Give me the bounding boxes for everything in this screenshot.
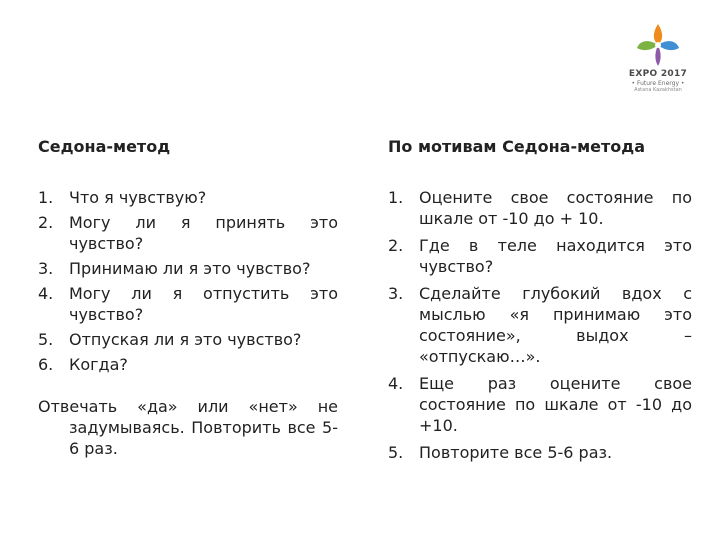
- list-item: [388, 235, 692, 277]
- item-text: Где в теле находится это чувство?: [419, 236, 692, 276]
- list-item: [38, 258, 338, 279]
- item-text: Принимаю ли я это чувство?: [69, 259, 311, 278]
- item-text: Отпуская ли я это чувство?: [69, 330, 302, 349]
- item-text: Могу ли я отпустить это чувство?: [69, 284, 338, 324]
- item-number: 2.: [38, 213, 54, 232]
- item-number: 6.: [38, 355, 54, 374]
- item-text: Повторите все 5-6 раз.: [419, 443, 613, 462]
- item-number: 4.: [38, 284, 54, 303]
- left-steps-list: [38, 187, 338, 375]
- logo-tagline: • Future Energy •: [631, 80, 685, 87]
- list-item: [38, 354, 338, 375]
- item-text: Когда?: [69, 355, 128, 374]
- list-item: [38, 329, 338, 350]
- item-number: 5.: [388, 443, 404, 462]
- right-steps-list: [388, 187, 692, 463]
- item-number: 4.: [388, 374, 404, 393]
- item-number: 3.: [38, 259, 54, 278]
- list-item: [388, 283, 692, 367]
- list-item: [38, 212, 338, 254]
- item-text: Оцените свое состояние по шкале от -10 до + 10.: [419, 188, 692, 228]
- list-item: [38, 187, 338, 208]
- item-number: 3.: [388, 284, 404, 303]
- logo-city: Astana Kazakhstan: [634, 87, 682, 93]
- list-item: [388, 442, 692, 463]
- item-number: 1.: [38, 188, 54, 207]
- answer-instruction: Отвечать «да» или «нет» не задумываясь. Повторить все 5-6 раз.: [38, 397, 338, 458]
- item-number: 1.: [388, 188, 404, 207]
- item-text: Могу ли я принять это чувство?: [69, 213, 338, 253]
- expo-2017-logo: [622, 22, 694, 102]
- list-item: [38, 283, 338, 325]
- list-item: [388, 187, 692, 229]
- right-column: [388, 136, 692, 469]
- expo-flower-icon: [622, 22, 694, 68]
- item-number: 5.: [38, 330, 54, 349]
- right-heading: По мотивам Седона-метода: [388, 137, 645, 156]
- list-item: [388, 373, 692, 436]
- left-column: [38, 136, 338, 459]
- left-heading: Седона-метод: [38, 137, 171, 156]
- item-text: Сделайте глубокий вдох с мыслью «я принимаю это состояние», выдох – «отпускаю…».: [419, 284, 692, 366]
- item-text: Еще раз оцените свое состояние по шкале от -10 до +10.: [419, 374, 692, 435]
- logo-name: EXPO 2017: [628, 69, 688, 79]
- item-text: Что я чувствую?: [69, 188, 207, 207]
- item-number: 2.: [388, 236, 404, 255]
